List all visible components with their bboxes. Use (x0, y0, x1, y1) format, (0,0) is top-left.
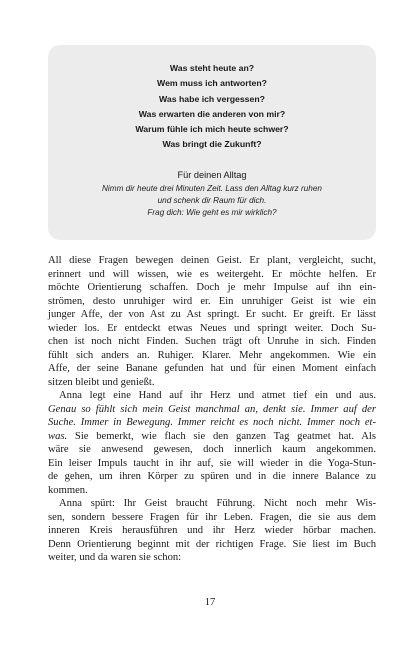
body-line-rest: Sie bemerkt, wie flach sie den ganzen Tag geatmet hat. Als (67, 430, 376, 442)
alltag-line: und schenk dir Raum für dich. (157, 196, 267, 206)
question-item: Was steht heute an? (169, 63, 255, 73)
body-line: sen, sondern bessere Fragen für ihr Leben. Fragen, die sie aus dem (48, 511, 376, 523)
question-item: Warum fühle ich mich heute schwer? (135, 124, 289, 135)
body-line (48, 403, 376, 417)
alltag-text (48, 183, 376, 220)
body-line (48, 416, 376, 430)
body-line: All diese Fragen bewegen deinen Geist. Er plant, vergleicht, sucht, (48, 255, 376, 266)
page-number: 17 (204, 597, 216, 608)
body-line: kommen. (48, 484, 88, 496)
body-line: strömen, desto unruhiger wird er. Ein unruhiger Geist ist wie ein (48, 295, 376, 307)
body-line: junger Affe, der von Ast zu Ast springt. Er sucht. Er greift. Er lässt (48, 309, 376, 320)
body-line: wäre sie anwesend gewesen, doch innerlich kaum angekommen. (48, 444, 376, 455)
body-line: Ein leiser Impuls taucht in ihr auf, sie will wieder in die Yoga-Stun- (48, 457, 376, 469)
body-line: Denn Orientierung beginnt mit der richtigen Frage. Sie liest im Buch (48, 538, 376, 550)
body-line: weiter, und da waren sie schon: (48, 552, 182, 563)
question-item: Wem muss ich antworten? (157, 78, 267, 89)
body-line: fühlt sich anders an. Ruhiger. Klarer. Mehr angekommen. Wie ein (48, 349, 376, 361)
body-line: inneren Kreis herausführen und ihr Herz wieder hörbar machen. (48, 525, 376, 536)
body-line: erinnert und will wissen, wie es weitergeht. Er möchte helfen. Er (48, 268, 376, 280)
body-line: möchte Orientierung schaffen. Doch je mehr Impulse auf ihn ein- (48, 282, 376, 293)
reflection-box (48, 45, 376, 240)
inner-thought-text: Genau so fühlt sich mein Geist manchmal an, denkt sie. Immer auf der (48, 403, 376, 415)
body-line: de gehen, um ihren Körper zu spüren und in die innere Balance zu (48, 471, 376, 482)
body-line (48, 430, 376, 444)
body-line: Anna legt eine Hand auf ihr Herz und atmet tief ein und aus. (59, 390, 376, 401)
question-item: Was bringt die Zukunft? (162, 139, 262, 150)
body-line: wieder los. Er entdeckt etwas Neues und springt weiter. Doch Su- (48, 322, 376, 334)
alltag-line: Nimm dir heute drei Minuten Zeit. Lass den Alltag kurz ruhen (102, 184, 322, 193)
alltag-heading: Für deinen Alltag (177, 170, 247, 180)
inner-thought-text: Suche. Immer in Bewegung. Immer reicht es noch nicht. Immer noch et- (48, 417, 376, 428)
body-line: sitzen bleibt und genießt. (48, 376, 155, 388)
body-line: Affe, der seine Banane gefunden hat und für einen Moment einfach (48, 363, 376, 374)
question-item: Was habe ich vergessen? (159, 93, 265, 104)
body-line: Anna spürt: Ihr Geist braucht Führung. Nicht noch mehr Wis- (59, 498, 376, 509)
body-text (48, 254, 376, 565)
body-line: chen ist noch nicht Finden. Suchen trägt oft Unruhe in sich. Finden (48, 336, 376, 347)
inner-thought-text: was. (48, 430, 68, 442)
question-list (48, 61, 376, 153)
alltag-line: Frag dich: Wie geht es mir wirklich? (147, 208, 277, 218)
question-item: Was erwarten die anderen von mir? (138, 108, 286, 119)
